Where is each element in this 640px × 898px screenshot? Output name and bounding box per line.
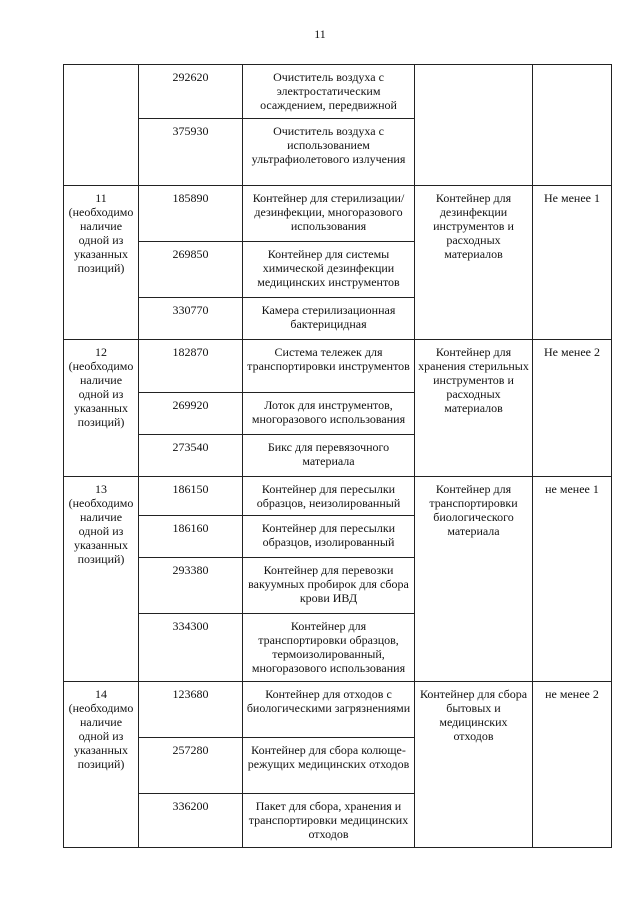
position-cell [64,186,139,340]
name-cell: Очиститель воздуха с использованием ультрафиолетового излучения [243,119,415,186]
name-cell: Контейнер для пересылки образцов, неизолированный [243,477,415,516]
type-cell: Контейнер для хранения стерильных инструментов и расходных материалов [415,340,533,477]
position-number: 11 [95,191,107,205]
position-cell [64,340,139,477]
code-cell: 273540 [139,435,243,477]
name-cell: Контейнер для перевозки вакуумных пробирок для сбора крови ИВД [243,558,415,614]
position-number: 12 [95,345,107,359]
quantity-cell: не менее 2 [533,682,612,848]
code-cell: 293380 [139,558,243,614]
name-cell: Контейнер для транспортировки образцов, термоизолированный, многоразового использования [243,614,415,682]
name-cell: Бикс для перевязочного материала [243,435,415,477]
code-cell: 123680 [139,682,243,738]
name-cell: Система тележек для транспортировки инструментов [243,340,415,393]
type-cell: Контейнер для дезинфекции инструментов и расходных материалов [415,186,533,340]
position-cell [64,477,139,682]
code-cell: 269920 [139,393,243,435]
table-row [64,186,612,242]
position-cell [64,65,139,186]
quantity-cell [533,65,612,186]
name-cell: Контейнер для системы химической дезинфекции медицинских инструментов [243,242,415,298]
position-note: (необходимо наличие одной из указанных позиций) [68,359,134,429]
table-row [64,682,612,738]
type-cell: Контейнер для транспортировки биологического материала [415,477,533,682]
name-cell: Контейнер для пересылки образцов, изолированный [243,516,415,558]
position-note: (необходимо наличие одной из указанных позиций) [68,701,134,771]
position-note: (необходимо наличие одной из указанных позиций) [68,496,134,566]
code-cell: 185890 [139,186,243,242]
code-cell: 186160 [139,516,243,558]
quantity-cell: Не менее 1 [533,186,612,340]
table-row [64,477,612,516]
quantity-cell: не менее 1 [533,477,612,682]
page-number: 11 [314,27,326,41]
name-cell: Контейнер для сбора колюще-режущих медицинских отходов [243,738,415,794]
code-cell: 336200 [139,794,243,848]
type-cell: Контейнер для сбора бытовых и медицинских отходов [415,682,533,848]
code-cell: 292620 [139,65,243,119]
code-cell: 269850 [139,242,243,298]
name-cell: Камера стерилизационная бактерицидная [243,298,415,340]
name-cell: Пакет для сбора, хранения и транспортировки медицинских отходов [243,794,415,848]
code-cell: 330770 [139,298,243,340]
name-cell: Контейнер для отходов с биологическими загрязнениями [243,682,415,738]
position-note: (необходимо наличие одной из указанных позиций) [68,205,134,275]
table-row [64,65,612,119]
table-row [64,340,612,393]
quantity-cell: Не менее 2 [533,340,612,477]
code-cell: 186150 [139,477,243,516]
code-cell: 375930 [139,119,243,186]
position-cell [64,682,139,848]
code-cell: 334300 [139,614,243,682]
name-cell: Очиститель воздуха с электростатическим осаждением, передвижной [243,65,415,119]
code-cell: 182870 [139,340,243,393]
name-cell: Лоток для инструментов, многоразового использования [243,393,415,435]
code-cell: 257280 [139,738,243,794]
position-number: 14 [95,687,107,701]
name-cell: Контейнер для стерилизации/дезинфекции, многоразового использования [243,186,415,242]
position-number: 13 [95,482,107,496]
equipment-table [63,64,612,848]
type-cell [415,65,533,186]
